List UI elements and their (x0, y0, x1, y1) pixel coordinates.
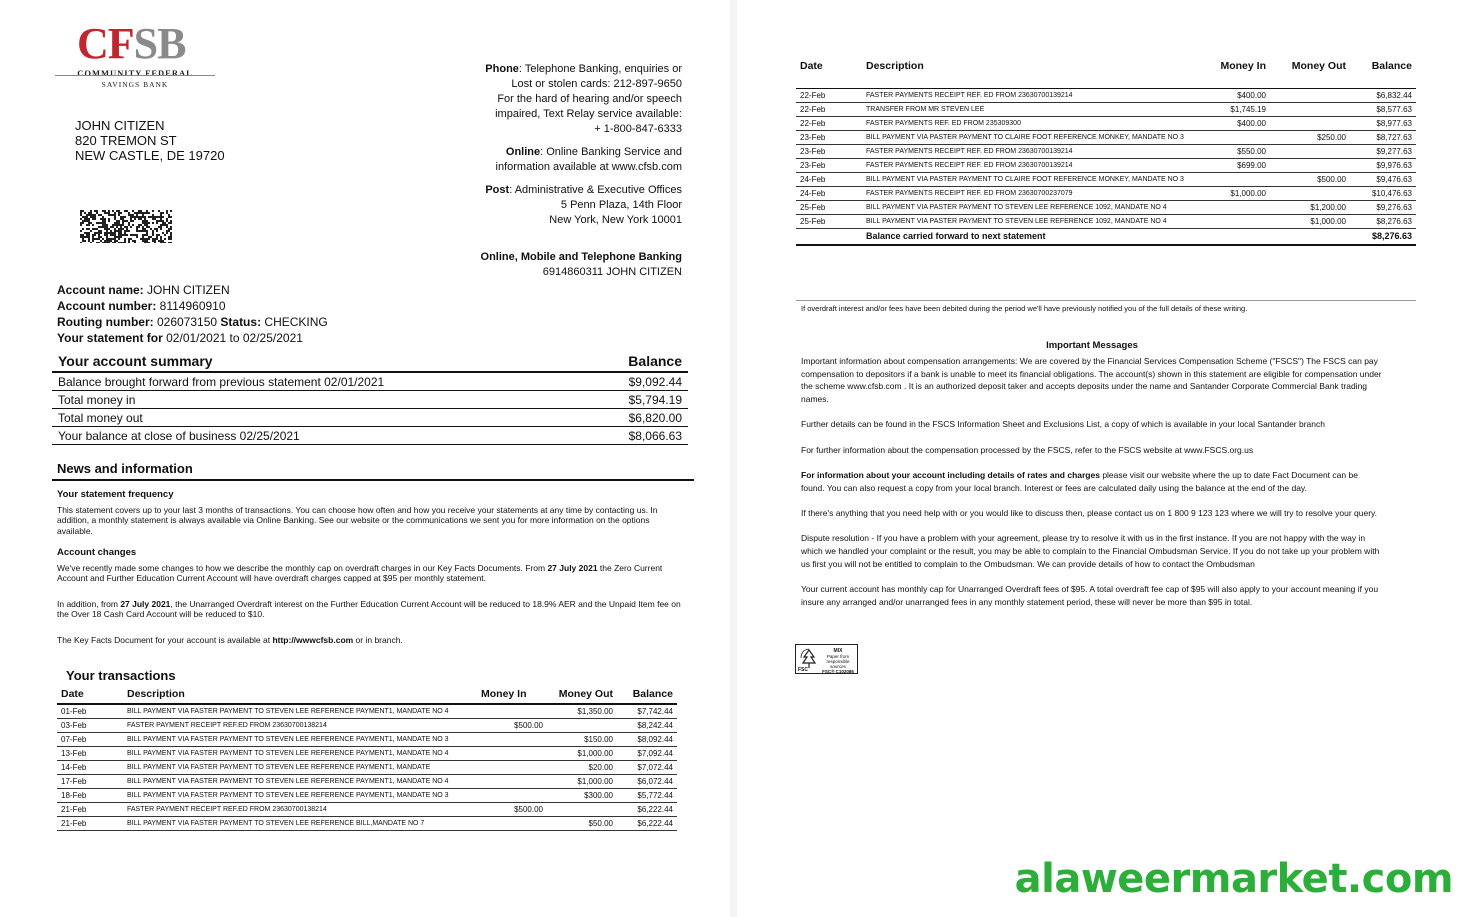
row-money-out: $1,000.00 (547, 747, 617, 761)
message-rates: For information about your account including details of rates and charges please visit our website where the up to date Fact Document can be found. You can also request a copy from your local branch. Interest or fees are calculated daily using the balance at the end of the day. (801, 470, 1358, 493)
row-date: 23-Feb (796, 145, 862, 159)
row-description: BILL PAYMENT VIA PASTER PAYMENT TO CLAIRE FOOT REFERENCE MONKEY, MANDATE NO 3 (862, 173, 1195, 187)
logo-line1: COMMUNITY FEDERAL (77, 68, 193, 78)
row-money-out (547, 719, 617, 733)
row-description: BILL PAYMENT VIA FASTER PAYMENT TO STEVEN LEE REFERENCE PAYMENT1, MANDATE NO 3 (123, 733, 477, 747)
row-date: 23-Feb (796, 159, 862, 173)
col-balance: Balance (1350, 60, 1416, 89)
row-money-in: $400.00 (1195, 117, 1270, 131)
message-fscs-website: For further information about the compensation processed by the FSCS, refer to the FSCS website at www.FSCS.org.us (801, 444, 1254, 455)
row-balance: $8,727.63 (1350, 131, 1416, 145)
row-date: 21-Feb (57, 817, 123, 831)
row-description: FASTER PAYMENTS REF. ED FROM 235309300 (862, 117, 1195, 131)
account-number: 8114960910 (156, 299, 226, 313)
changes-paragraph-1: We've recently made some changes to how we describe the monthly cap on overdraft charges in our Key Facts Documents. From 27 July 2021 the Zero Current Account and Further Education Current Account will have overdraft charges capped at $95 per monthly statement. (57, 562, 663, 583)
row-money-in (1195, 131, 1270, 145)
phone-line4: impaired, Text Relay service available: (495, 108, 682, 120)
account-details (57, 282, 328, 346)
summary-title: Your account summary (58, 353, 213, 369)
table-row (796, 187, 1416, 201)
row-balance: $5,772.44 (617, 789, 677, 803)
table-row (796, 173, 1416, 187)
account-number-label: Account number: (57, 299, 157, 313)
col-description: Description (862, 60, 1195, 89)
row-description: BILL PAYMENT VIA PASTER PAYMENT TO STEVEN LEE REFERENCE 1092, MANDATE NO 4 (862, 201, 1195, 215)
row-balance: $8,276.63 (1350, 215, 1416, 229)
col-money-in: Money In (477, 688, 547, 704)
row-money-in: $400.00 (1195, 89, 1270, 103)
row-date: 17-Feb (57, 775, 123, 789)
row-money-in (477, 775, 547, 789)
customer-street: 820 TREMON ST (75, 133, 177, 148)
row-money-in: $550.00 (1195, 145, 1270, 159)
row-date: 25-Feb (796, 201, 862, 215)
row-description: FASTER PAYMENT RECEIPT REF.ED FROM 23630700138214 (123, 719, 477, 733)
row-date: 14-Feb (57, 761, 123, 775)
summary-label: Balance brought forward from previous statement 02/01/2021 (58, 375, 385, 389)
carried-forward-value: $8,276.63 (1350, 229, 1416, 246)
table-row (796, 159, 1416, 173)
important-messages (801, 340, 1383, 621)
logo-line2: SAVINGS BANK (101, 80, 169, 89)
row-money-in (477, 704, 547, 719)
row-description: BILL PAYMENT VIA PASTER PAYMENT TO CLAIRE FOOT REFERENCE MONKEY, MANDATE NO 3 (862, 131, 1195, 145)
summary-balance-header: Balance (628, 353, 682, 369)
row-money-in (477, 817, 547, 831)
table-row (57, 789, 677, 803)
row-date: 22-Feb (796, 117, 862, 131)
row-money-out (1270, 145, 1350, 159)
statement-period: 02/01/2021 to 02/25/2021 (162, 331, 303, 345)
row-description: BILL PAYMENT VIA FASTER PAYMENT TO STEVEN LEE REFERENCE PAYMENT1, MANDATE NO 4 (123, 747, 477, 761)
row-date: 03-Feb (57, 719, 123, 733)
bank-logo (55, 19, 215, 94)
row-money-in (1195, 173, 1270, 187)
row-balance: $7,092.44 (617, 747, 677, 761)
row-balance: $9,476.63 (1350, 173, 1416, 187)
row-money-out (1270, 117, 1350, 131)
summary-value: $8,066.63 (628, 429, 682, 443)
row-money-out: $1,000.00 (1270, 215, 1350, 229)
phone-line3: For the hard of hearing and/or speech (497, 93, 682, 105)
table-row (796, 215, 1416, 229)
summary-label: Total money in (58, 393, 136, 407)
post-line2: 5 Penn Plaza, 14th Floor (560, 199, 682, 211)
row-money-out: $250.00 (1270, 131, 1350, 145)
account-summary (52, 353, 688, 445)
row-description: FASTER PAYMENTS RECEIPT REF. ED FROM 23630700139214 (862, 159, 1195, 173)
message-dispute: Dispute resolution - If you have a problem with your agreement, please try to resolve it with us in the first instance. If you are not happy with the way in which we handled your complaint or the result, you may be able to complain to the Financial Ombudsman Service. If you do not take up your problem with us first you will not be entitled to complain to the Ombudsman. We can provide details of how to contact the Ombudsman (801, 533, 1380, 570)
row-description: BILL PAYMENT VIA FASTER PAYMENT TO STEVEN LEE REFERENCE BILL,MANDATE NO 7 (123, 817, 477, 831)
frequency-text: This statement covers up to your last 3 months of transactions. You can choose how often and how you receive your statements at any time by contacting us. In addition, a monthly statement is always available via Online Banking. See our website or the communications we sent you for more information on the options available. (57, 504, 658, 536)
row-balance: $8,242.44 (617, 719, 677, 733)
transactions-table (57, 688, 677, 831)
summary-label: Total money out (58, 411, 143, 425)
status-label: Status: (220, 315, 262, 329)
row-money-in: $1,000.00 (1195, 187, 1270, 201)
summary-value: $5,794.19 (628, 393, 682, 407)
row-description: BILL PAYMENT VIA PASTER PAYMENT TO STEVEN LEE REFERENCE 1092, MANDATE NO 4 (862, 215, 1195, 229)
row-money-in: $500.00 (477, 803, 547, 817)
row-money-out: $300.00 (547, 789, 617, 803)
barcode-icon (80, 210, 172, 243)
row-balance: $9,976.63 (1350, 159, 1416, 173)
row-money-out (1270, 103, 1350, 117)
row-balance: $8,577.63 (1350, 103, 1416, 117)
row-money-in: $1,745.19 (1195, 103, 1270, 117)
news-section (57, 490, 687, 654)
row-balance: $8,977.63 (1350, 117, 1416, 131)
overdraft-divider (796, 300, 1416, 301)
table-row (796, 103, 1416, 117)
row-money-in (1195, 215, 1270, 229)
summary-value: $6,820.00 (628, 411, 682, 425)
fsc-badge: MIX Paper from responsible sources FSC® C102086 FSC (795, 644, 858, 674)
summary-row (52, 373, 688, 391)
customer-city: NEW CASTLE, DE 19720 (75, 148, 225, 163)
row-date: 13-Feb (57, 747, 123, 761)
news-divider (52, 479, 694, 481)
phone-text: : Telephone Banking, enquiries or (518, 63, 682, 75)
phone-line2: Lost or stolen cards: 212-897-9650 (511, 78, 682, 90)
row-balance: $6,222.44 (617, 817, 677, 831)
news-title: News and information (57, 461, 193, 476)
omt-label: Online, Mobile and Telephone Banking (480, 251, 682, 263)
table-row (57, 704, 677, 719)
statement-period-label: Your statement for (57, 331, 163, 345)
row-balance: $10,476.63 (1350, 187, 1416, 201)
row-description: FASTER PAYMENTS RECEIPT REF. ED FROM 23630700139214 (862, 89, 1195, 103)
col-date: Date (796, 60, 862, 89)
account-status: CHECKING (261, 315, 328, 329)
carried-forward-row (796, 229, 1416, 246)
transactions-table-continued (796, 60, 1416, 246)
row-money-in (1195, 201, 1270, 215)
table-row (57, 747, 677, 761)
logo-mark-cf: CF (77, 19, 134, 68)
online-text: : Online Banking Service and (540, 146, 682, 158)
row-balance: $6,072.44 (617, 775, 677, 789)
row-date: 18-Feb (57, 789, 123, 803)
table-row (57, 733, 677, 747)
row-balance: $7,072.44 (617, 761, 677, 775)
row-balance: $7,742.44 (617, 704, 677, 719)
table-row (796, 89, 1416, 103)
table-row (796, 145, 1416, 159)
summary-row (52, 409, 688, 427)
row-money-in (477, 747, 547, 761)
row-date: 25-Feb (796, 215, 862, 229)
summary-value: $9,092.44 (628, 375, 682, 389)
row-date: 07-Feb (57, 733, 123, 747)
post-text: : Administrative & Executive Offices (509, 184, 682, 196)
row-balance: $8,092.44 (617, 733, 677, 747)
phone-line5: + 1-800-847-6333 (594, 123, 682, 135)
online-line2: information available at www.cfsb.com (495, 161, 682, 173)
table-row (57, 817, 677, 831)
routing-label: Routing number: (57, 315, 154, 329)
row-balance: $6,222.44 (617, 803, 677, 817)
message-overdraft-cap: Your current account has monthly cap for Unarranged Overdraft fees of $95. A total overdraft fee cap of $95 will also apply to your account meaning if you insure any arranged and/or unarranged fees in any monthly statement period, these will never be more than $95 in total. (801, 584, 1379, 608)
row-date: 21-Feb (57, 803, 123, 817)
key-facts-text: The Key Facts Document for your account is available at http://wwwcfsb.com or in branch. (57, 634, 403, 645)
col-money-in: Money In (1195, 60, 1270, 89)
row-money-in: $699.00 (1195, 159, 1270, 173)
table-row (57, 761, 677, 775)
row-balance: $9,276.63 (1350, 201, 1416, 215)
watermark: alaweermarket.com (1014, 856, 1453, 902)
row-description: FASTER PAYMENT RECEIPT REF.ED FROM 23630700138214 (123, 803, 477, 817)
key-facts-link[interactable]: http://wwwcfsb.com (272, 634, 354, 645)
row-date: 22-Feb (796, 103, 862, 117)
customer-address (75, 118, 225, 163)
row-date: 01-Feb (57, 704, 123, 719)
row-money-out: $1,350.00 (547, 704, 617, 719)
row-date: 23-Feb (796, 131, 862, 145)
col-date: Date (57, 688, 123, 704)
row-money-out (1270, 89, 1350, 103)
row-money-out: $20.00 (547, 761, 617, 775)
online-label: Online (505, 146, 541, 158)
table-row (57, 803, 677, 817)
row-description: FASTER PAYMENTS RECEIPT REF. ED FROM 23630700139214 (862, 145, 1195, 159)
messages-title: Important Messages (1046, 340, 1138, 351)
table-row (57, 775, 677, 789)
transactions-title: Your transactions (66, 668, 176, 683)
row-date: 22-Feb (796, 89, 862, 103)
contact-block (442, 62, 682, 280)
row-description: TRANSFER FROM MR STEVEN LEE (862, 103, 1195, 117)
summary-row (52, 391, 688, 409)
row-balance: $6,832.44 (1350, 89, 1416, 103)
row-money-in: $500.00 (477, 719, 547, 733)
omt-line2: 6914860311 JOHN CITIZEN (542, 266, 682, 278)
row-date: 24-Feb (796, 187, 862, 201)
message-compensation: Important information about compensation arrangements: We are covered by the Financial Services Compensation Scheme ("FSCS") The FSCS can pay compensation to depositors if a bank is unable to meet its financial obligations. The account(s) shown in this statement are eligible for compensation under the scheme www.cfsb.com . It is an authorized deposit taker and accepts deposits under the name and Santander Corporate Commercial Bank trading names. (801, 355, 1382, 405)
row-description: BILL PAYMENT VIA FASTER PAYMENT TO STEVEN LEE REFERENCE PAYMENT1, MANDATE NO 4 (123, 775, 477, 789)
row-money-out: $1,000.00 (547, 775, 617, 789)
post-label: Post (485, 184, 510, 196)
row-description: FASTER PAYMENTS RECEIPT REF. ED FROM 23630700237079 (862, 187, 1195, 201)
row-balance: $9,277.63 (1350, 145, 1416, 159)
summary-label: Your balance at close of business 02/25/2021 (58, 429, 300, 443)
row-money-out (1270, 159, 1350, 173)
table-row (796, 117, 1416, 131)
row-money-in (477, 733, 547, 747)
col-balance: Balance (617, 688, 677, 704)
logo-mark-sb: SB (133, 19, 186, 68)
message-contact: If there's anything that you need help with or you would like to discuss then, please contact us on 1 800 9 123 123 where we will try to resolve your query. (801, 508, 1378, 519)
table-row (796, 131, 1416, 145)
row-money-out: $50.00 (547, 817, 617, 831)
message-fscs-details: Further details can be found in the FSCS Information Sheet and Exclusions List, a copy of which is available in your local Santander branch (801, 419, 1325, 430)
summary-row (52, 427, 688, 445)
changes-paragraph-2: In addition, from 27 July 2021, the Unarranged Overdraft interest on the Further Education Current Account will be reduced to 18.9% AER and the Unpaid Item fee on the Over 18 Cash Card Account will be reduced to $10. (57, 598, 681, 619)
row-money-out: $500.00 (1270, 173, 1350, 187)
col-description: Description (123, 688, 477, 704)
row-money-out: $1,200.00 (1270, 201, 1350, 215)
row-money-in (477, 761, 547, 775)
row-money-out (547, 803, 617, 817)
row-money-in (477, 789, 547, 803)
row-description: BILL PAYMENT VIA FASTER PAYMENT TO STEVEN LEE REFERENCE PAYMENT1, MANDATE NO 3 (123, 789, 477, 803)
changes-heading: Account changes (57, 547, 137, 558)
col-money-out: Money Out (547, 688, 617, 704)
row-money-out (1270, 187, 1350, 201)
post-line3: New York, New York 10001 (549, 214, 682, 226)
row-description: BILL PAYMENT VIA FASTER PAYMENT TO STEVEN LEE REFERENCE PAYMENT1, MANDATE (123, 761, 477, 775)
carried-forward-label: Balance carried forward to next statement (862, 229, 1350, 246)
statement-page-1 (0, 0, 730, 917)
routing-number: 026073150 (153, 315, 221, 329)
customer-name: JOHN CITIZEN (75, 118, 165, 133)
account-name: JOHN CITIZEN (143, 283, 230, 297)
table-row (57, 719, 677, 733)
frequency-heading: Your statement frequency (57, 489, 174, 500)
row-description: BILL PAYMENT VIA FASTER PAYMENT TO STEVEN LEE REFERENCE PAYMENT1, MANDATE NO 4 (123, 704, 477, 719)
row-date: 24-Feb (796, 173, 862, 187)
phone-label: Phone (485, 63, 519, 75)
row-money-out: $150.00 (547, 733, 617, 747)
table-row (796, 201, 1416, 215)
col-money-out: Money Out (1270, 60, 1350, 89)
overdraft-note: If overdraft interest and/or fees have been debited during the period we'll have previously notified you of the full details of these writing. (801, 304, 1248, 313)
account-name-label: Account name: (57, 283, 144, 297)
